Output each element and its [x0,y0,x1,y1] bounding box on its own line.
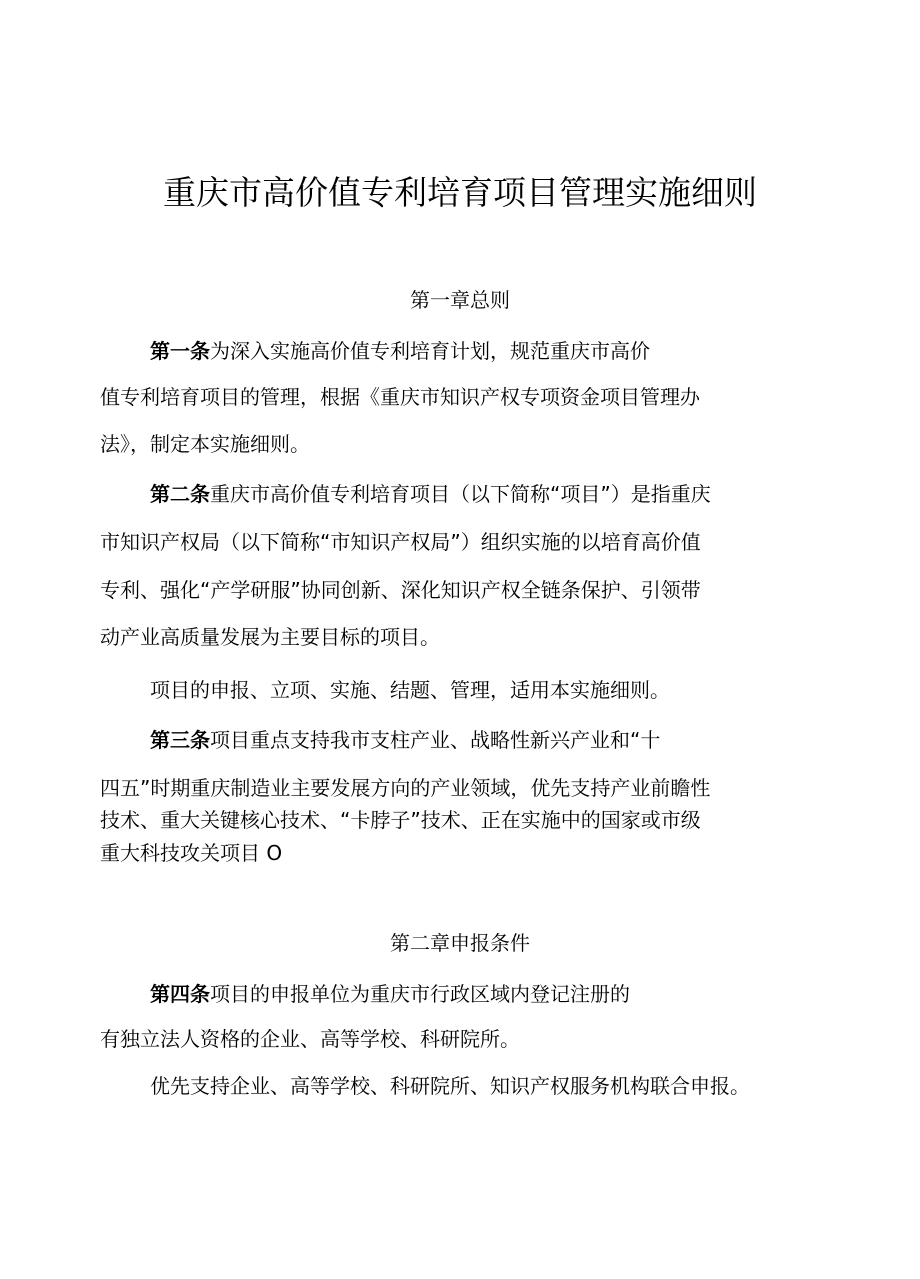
article-1-text-1: 为深入实施高价值专利培育计划，规范重庆市高价 [210,339,650,363]
article-4-line-1 [150,979,630,1009]
document-title: 重庆市高价值专利培育项目管理实施细则 [163,173,757,212]
article-3-line-2: 四五”时期重庆制造业主要发展方向的产业领域，优先支持产业前瞻性 [100,776,711,800]
article-3-line-3: 技术、重大关键核心技术、“卡脖子”技术、正在实施中的国家或市级 [100,808,701,832]
article-1-line-3: 法》，制定本实施细则。 [100,432,310,456]
article-2-line-5: 项目的申报、立项、实施、结题、管理，适用本实施细则。 [150,678,670,702]
article-3-line-1 [150,725,660,755]
article-2-line-2: 市知识产权局（以下简称“市知识产权局”）组织实施的以培育高价值 [100,530,701,554]
article-1-label: 第一条 [150,339,210,363]
article-4-text-1: 项目的申报单位为重庆市行政区域内登记注册的 [210,982,630,1006]
article-2-text-1: 重庆市高价值专利培育项目（以下简称“项目”）是指重庆 [210,482,711,506]
chapter-heading-1: 第一章总则 [410,288,510,312]
article-4-line-2: 有独立法人资格的企业、高等学校、科研院所。 [100,1027,520,1051]
article-3-line-4: 重大科技攻关项目 O [100,841,283,865]
article-2-line-4: 动产业高质量发展为主要目标的项目。 [100,625,440,649]
article-4-line-3: 优先支持企业、高等学校、科研院所、知识产权服务机构联合申报。 [150,1074,750,1098]
article-1-line-2: 值专利培育项目的管理，根据《重庆市知识产权专项资金项目管理办 [100,385,700,409]
article-1-line-1 [150,336,650,366]
article-3-text-1: 项目重点支持我市支柱产业、战略性新兴产业和“十 [210,728,661,752]
article-4-label: 第四条 [150,982,210,1006]
chapter-heading-2: 第二章申报条件 [390,931,530,955]
article-3-label: 第三条 [150,728,210,752]
article-2-label: 第二条 [150,482,210,506]
article-2-line-1 [150,479,711,509]
article-2-line-3: 专利、强化“产学研服”协同创新、深化知识产权全链条保护、引领带 [100,578,701,602]
